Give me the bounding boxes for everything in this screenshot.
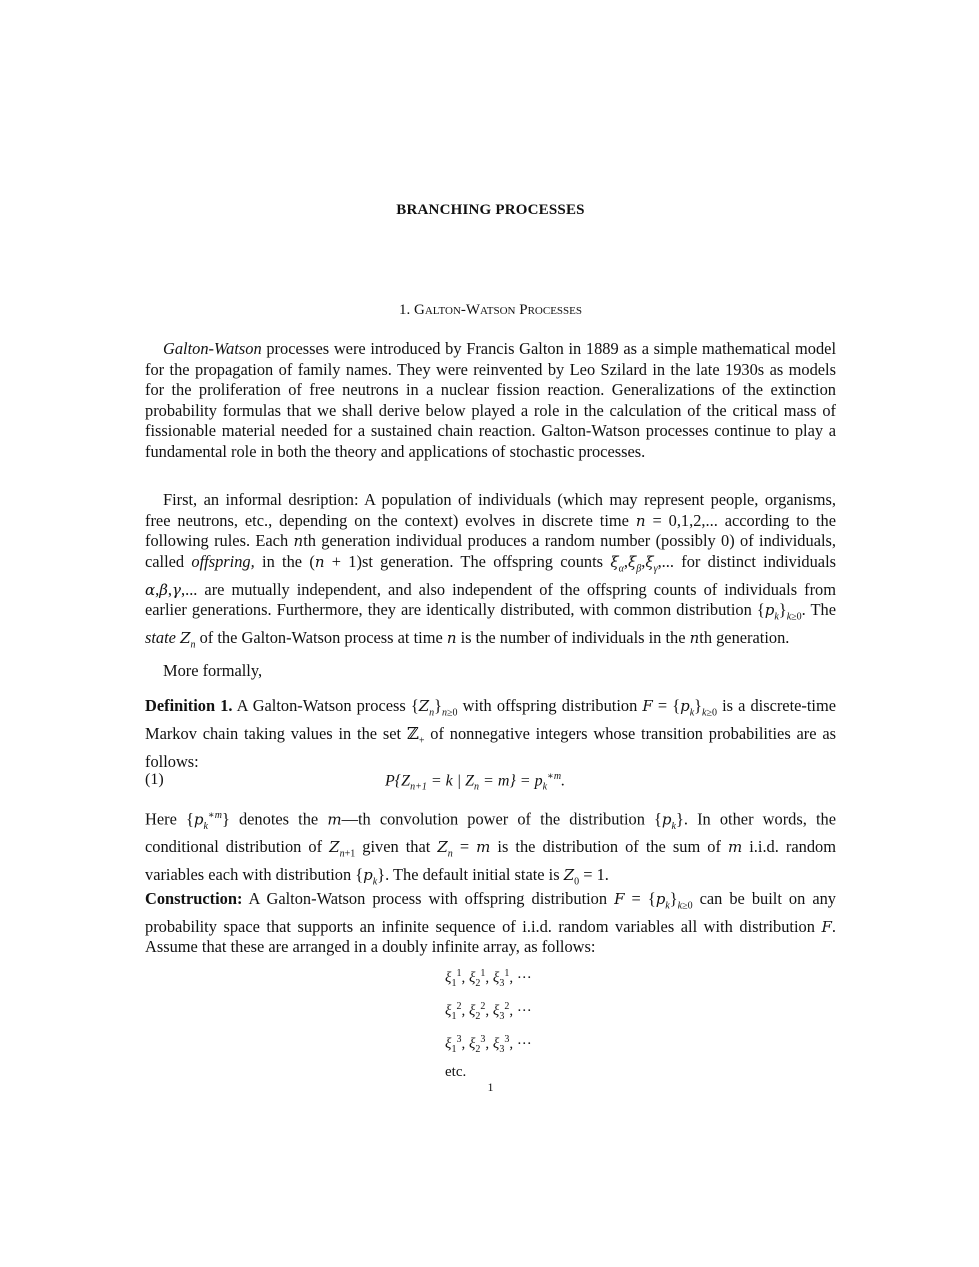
construction-paragraph: Construction: A Galton-Watson process with offspring distribution $F = \{p_k\}_{k\ge 0}$ can be built on any probability space that supports an infinite sequence of i.i.d. random variables all with distribution F. Assume that these are arranged in a doubly infinite array, as follows: <box>145 889 836 957</box>
definition-label: Definition 1. <box>145 696 233 715</box>
equation-body: $P\{Z_{n+1} = k$ | $Z_n = m\} = p_k^{∗m}$. <box>385 771 566 793</box>
paragraph-informal: First, an informal desription: A population of individuals (which may represent people, organisms, free neutrons, etc., depending on the context) evolves in discrete time n = 0,1,2,... according to the following rules. Each nth generation individual produces a random number (possibly 0) of individuals, called offspring, in the (n + 1)st generation. The offspring counts $\xi_\alpha,\xi_\beta,\xi_\gamma$,... for distinct individuals α,β,γ,... are mutually independent, and also independent of the offspring counts of individuals from earlier generations. Furthermore, they are identically distributed, with common distribution $\{p_k\}_{k\ge 0}$. The state $Z_n$ of the Galton-Watson process at time n is the number of individuals in the nth generation. <box>145 490 837 651</box>
array-etc: etc. <box>445 1064 467 1080</box>
paragraph-intro <box>145 339 836 463</box>
page-number: 1 <box>487 1080 494 1094</box>
intro-lead: Galton-Watson <box>163 339 262 358</box>
xi-array <box>445 962 532 1084</box>
paper-title: BRANCHING PROCESSES <box>396 202 585 218</box>
intro-text: processes were introduced by Francis Galton in 1889 as a simple mathematical model for the propagation of family names. They were reinvented by Leo Szilard in the late 1930s as models for the proliferation of free neutrons in a nuclear fission reaction. Generalizations of the extinction probability formulas that we shall derive below played a role in the calculation of the critical mass of fissionable material needed for a sustained chain reaction. Galton-Watson processes continue to play a fundamental role in both the theory and applications of stochastic processes. <box>145 339 836 461</box>
array-row-2: $\xi_1^2$, $\xi_2^2$, $\xi_3^2$, ··· <box>445 1001 532 1022</box>
definition-1: Definition 1. A Galton-Watson process $\{Z_n\}_{n\ge 0}$ with offspring distribution $F = \{p_k\}_{k\ge 0}$ is a discrete-time Markov chain taking values in the set ℤ$_+$ of nonnegative integers whose transition probabilities are as follows: <box>145 696 836 771</box>
section-heading: 1. Galton-Watson Processes <box>399 302 582 318</box>
construction-label: Construction: <box>145 889 243 908</box>
array-row-1: $\xi_1^1$, $\xi_2^1$, $\xi_3^1$, ··· <box>445 968 532 989</box>
array-row-3: $\xi_1^3$, $\xi_2^3$, $\xi_3^3$, ··· <box>445 1034 532 1055</box>
equation-number: (1) <box>145 771 164 788</box>
paragraph-here: Here $\{p_k^{∗m}\}$ denotes the m—th convolution power of the distribution $\{p_k\}$. In other words, the conditional distribution of $Z_{n+1}$ given that $Z_n = m$ is the distribution of the sum of m i.i.d. random variables each with distribution $\{p_k\}$. The default initial state is $Z_0 = 1$. <box>145 809 836 888</box>
paragraph-formally: More formally, <box>163 661 263 680</box>
